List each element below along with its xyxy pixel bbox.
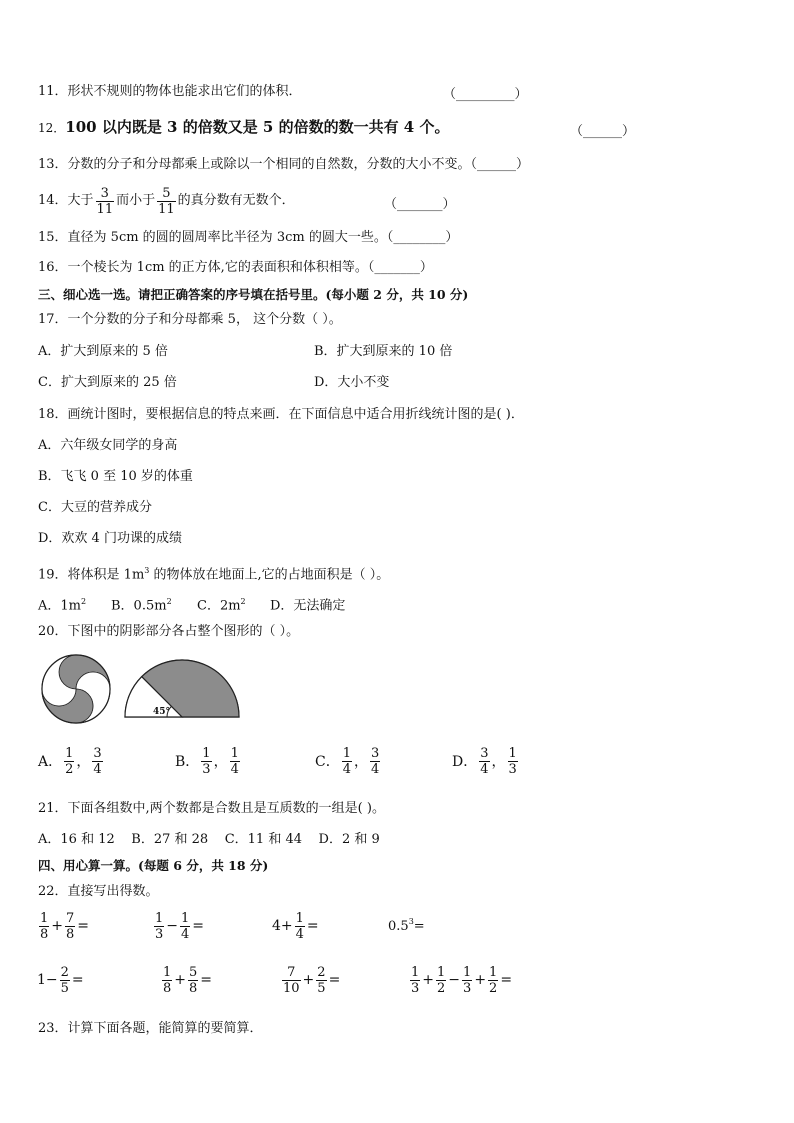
fraction-denominator: 5 (317, 980, 326, 996)
option-17-b[interactable]: B．扩大到原来的 10 倍 (314, 344, 453, 359)
calc-2-2 (160, 962, 212, 998)
fraction-numerator: 7 (287, 964, 296, 980)
fraction-denominator: 8 (163, 980, 172, 996)
fraction-denominator: 2 (65, 761, 74, 777)
equals-sign: = (200, 972, 213, 988)
option-label: D．无法确定 (270, 598, 346, 614)
fraction-denominator: 2 (489, 980, 498, 996)
fraction (295, 911, 305, 942)
calc-1-3 (272, 908, 319, 944)
question-23: 23．计算下面各题，能简算的要简算． (38, 1021, 263, 1036)
equals-sign: = (413, 918, 425, 934)
option-18-c[interactable]: C．大豆的营养成分 (38, 500, 152, 515)
option-20-a[interactable] (38, 743, 105, 779)
fraction-numerator: 1 (489, 964, 498, 980)
question-12-text: 100 以内既是 3 的倍数又是 5 的倍数的数一共有 4 个。 (65, 118, 450, 136)
fraction (180, 911, 190, 942)
fraction (188, 965, 198, 996)
fraction-numerator: 7 (66, 910, 75, 926)
option-label: D． (452, 754, 478, 770)
fraction-numerator: 1 (181, 910, 190, 926)
equals-sign: = (328, 972, 341, 988)
question-19-text-end: 的物体放在地面上,它的占地面积是（ ）。 (149, 567, 390, 583)
option-label: C． (315, 754, 340, 770)
fraction (64, 746, 74, 777)
question-14-mid: 而小于 (116, 193, 156, 208)
answer-blank-11[interactable]: （_________） (443, 87, 528, 102)
separator: ， (213, 754, 228, 770)
question-15 (38, 229, 458, 247)
fraction (508, 746, 518, 777)
option-18-a[interactable]: A．六年级女同学的身高 (38, 438, 178, 453)
fraction-denominator: 3 (508, 761, 517, 777)
fraction-denominator: 4 (480, 761, 489, 777)
superscript: 3 (408, 916, 414, 926)
option-20-d[interactable] (452, 743, 520, 779)
option-label: B． (175, 754, 200, 770)
equals-sign: = (192, 918, 205, 934)
fraction-numerator: 3 (93, 745, 102, 761)
fraction-5-11 (157, 186, 176, 217)
question-14 (38, 183, 295, 219)
fraction-numerator: 1 (230, 745, 239, 761)
option-17-d[interactable]: D．大小不变 (314, 375, 390, 390)
option-20-c[interactable] (315, 743, 382, 779)
operand: 1− (37, 972, 58, 988)
fraction-numerator: 1 (463, 964, 472, 980)
question-20: 20．下图中的阴影部分各占整个图形的（ ）。 (38, 624, 300, 639)
fraction-denominator: 4 (342, 761, 351, 777)
fraction-denominator: 4 (181, 926, 190, 942)
option-label: A． (38, 754, 63, 770)
fraction-numerator: 1 (508, 745, 517, 761)
fraction-denominator: 8 (66, 926, 75, 942)
option-label: C．2m (197, 598, 241, 614)
question-15-text: 15．直径为 5cm 的圆的圆周率比半径为 3cm 的圆大一些。（________） (38, 230, 459, 245)
question-21: 21．下面各组数中,两个数都是合数且是互质数的一组是( )。 (38, 801, 385, 816)
fraction-numerator: 5 (162, 185, 171, 201)
calc-1-1 (37, 908, 89, 944)
option-17-a[interactable]: A．扩大到原来的 5 倍 (38, 344, 168, 359)
question-11 (38, 83, 302, 101)
fraction-numerator: 1 (411, 964, 420, 980)
separator: ， (76, 754, 91, 770)
fraction-denominator: 5 (60, 980, 69, 996)
calc-1-2 (152, 908, 204, 944)
q20-figures (36, 654, 246, 724)
answer-blank-12[interactable]: （______） (570, 124, 636, 139)
fraction-denominator: 3 (202, 761, 211, 777)
semicircle-figure (125, 660, 239, 717)
fraction (488, 965, 498, 996)
calc-2-3 (280, 962, 340, 998)
fraction-denominator: 3 (463, 980, 472, 996)
fraction-numerator: 1 (40, 910, 49, 926)
answer-blank-14[interactable]: （_______） (384, 197, 456, 212)
operand: 0.5 (388, 918, 409, 934)
option-17-c[interactable]: C．扩大到原来的 25 倍 (38, 375, 177, 390)
fraction-numerator: 3 (371, 745, 380, 761)
operand: 4+ (272, 918, 293, 934)
fraction-denominator: 11 (96, 201, 114, 217)
question-13 (38, 156, 529, 174)
calc-1-4 (388, 908, 425, 944)
fraction-denominator: 3 (411, 980, 420, 996)
operator: + (51, 918, 64, 934)
equals-sign: = (77, 918, 90, 934)
calc-2-1 (37, 962, 84, 998)
question-16-text: 16．一个棱长为 1cm 的正方体,它的表面积和体积相等。（_______） (38, 260, 433, 275)
fraction-numerator: 1 (295, 910, 304, 926)
fraction (201, 746, 211, 777)
option-label: A．1m (38, 598, 81, 614)
option-label: B．0.5m (111, 598, 167, 614)
superscript: 2 (240, 597, 246, 606)
equals-sign: = (71, 972, 84, 988)
question-19 (38, 562, 389, 584)
section-3-heading: 三、细心选一选。请把正确答案的序号填在括号里。(每小题 2 分，共 10 分) (38, 287, 469, 302)
fraction-denominator: 4 (371, 761, 380, 777)
fraction-denominator: 2 (437, 980, 446, 996)
equals-sign: = (306, 918, 319, 934)
operator: − (166, 918, 179, 934)
question-14-suffix: 的真分数有无数个． (177, 193, 295, 208)
fraction-numerator: 1 (155, 910, 164, 926)
question-18: 18．画统计图时，要根据信息的特点来画．在下面信息中适合用折线统计图的是( )． (38, 407, 524, 422)
question-17: 17．一个分数的分子和分母都乘 5， 这个分数（ ）。 (38, 312, 342, 327)
operator: + (174, 972, 187, 988)
question-22: 22．直接写出得数。 (38, 884, 159, 899)
question-12 (38, 118, 449, 137)
fraction-numerator: 3 (100, 185, 109, 201)
question-14-prefix: 14．大于 (38, 193, 94, 208)
fraction-numerator: 1 (65, 745, 74, 761)
superscript: 2 (166, 597, 172, 606)
fraction-numerator: 1 (202, 745, 211, 761)
fraction-numerator: 2 (317, 964, 326, 980)
question-16 (38, 259, 433, 277)
option-19-c[interactable] (197, 593, 246, 615)
question-13-text: 13．分数的分子和分母都乘上或除以一个相同的自然数，分数的大小不变。（______） (38, 157, 530, 172)
fraction (60, 965, 70, 996)
operator: + (302, 972, 315, 988)
pinwheel-circle-figure (42, 655, 110, 723)
fraction (154, 911, 164, 942)
fraction (479, 746, 489, 777)
superscript: 3 (144, 566, 150, 575)
angle-label: 45° (153, 707, 171, 717)
fraction-numerator: 3 (480, 745, 489, 761)
operator: + (422, 972, 435, 988)
fraction-numerator: 2 (60, 964, 69, 980)
question-12-number: 12． (38, 121, 66, 135)
fraction (410, 965, 420, 996)
options-21[interactable]: A．16 和 12 B．27 和 28 C．11 和 44 D．2 和 9 (38, 832, 380, 847)
fraction-numerator: 1 (342, 745, 351, 761)
question-19-text-start: 19．将体积是 1m (38, 567, 145, 583)
option-18-d[interactable]: D．欢欢 4 门功课的成绩 (38, 531, 182, 546)
fraction-denominator: 4 (230, 761, 239, 777)
fraction-denominator: 4 (295, 926, 304, 942)
question-11-text: 11．形状不规则的物体也能求出它们的体积． (38, 84, 302, 99)
section-4-heading: 四、用心算一算。(每题 6 分，共 18 分) (38, 858, 269, 873)
fraction-3-11 (96, 186, 115, 217)
fraction (230, 746, 240, 777)
fraction (92, 746, 102, 777)
fraction (370, 746, 380, 777)
fraction (162, 965, 172, 996)
operator: − (448, 972, 461, 988)
option-19-a[interactable] (38, 593, 86, 615)
option-19-d[interactable] (270, 593, 345, 615)
fraction (65, 911, 75, 942)
fraction (342, 746, 352, 777)
fraction (462, 965, 472, 996)
fraction-denominator: 8 (40, 926, 49, 942)
option-19-b[interactable] (111, 593, 172, 615)
fraction (39, 911, 49, 942)
fraction-numerator: 1 (163, 964, 172, 980)
fraction-denominator: 4 (93, 761, 102, 777)
separator: ， (354, 754, 368, 770)
option-18-b[interactable]: B．飞飞 0 至 10 岁的体重 (38, 469, 193, 484)
superscript: 2 (81, 597, 87, 606)
option-20-b[interactable] (175, 743, 242, 779)
calc-2-4 (408, 962, 512, 998)
fraction-denominator: 11 (158, 201, 175, 217)
fraction (282, 965, 301, 996)
fraction-denominator: 3 (155, 926, 164, 942)
fraction-denominator: 10 (283, 980, 300, 996)
separator: ， (491, 754, 506, 770)
fraction-numerator: 1 (437, 964, 446, 980)
fraction-numerator: 5 (189, 964, 198, 980)
fraction-denominator: 8 (189, 980, 198, 996)
fraction (316, 965, 326, 996)
operator: + (474, 972, 487, 988)
equals-sign: = (500, 972, 513, 988)
fraction (436, 965, 446, 996)
